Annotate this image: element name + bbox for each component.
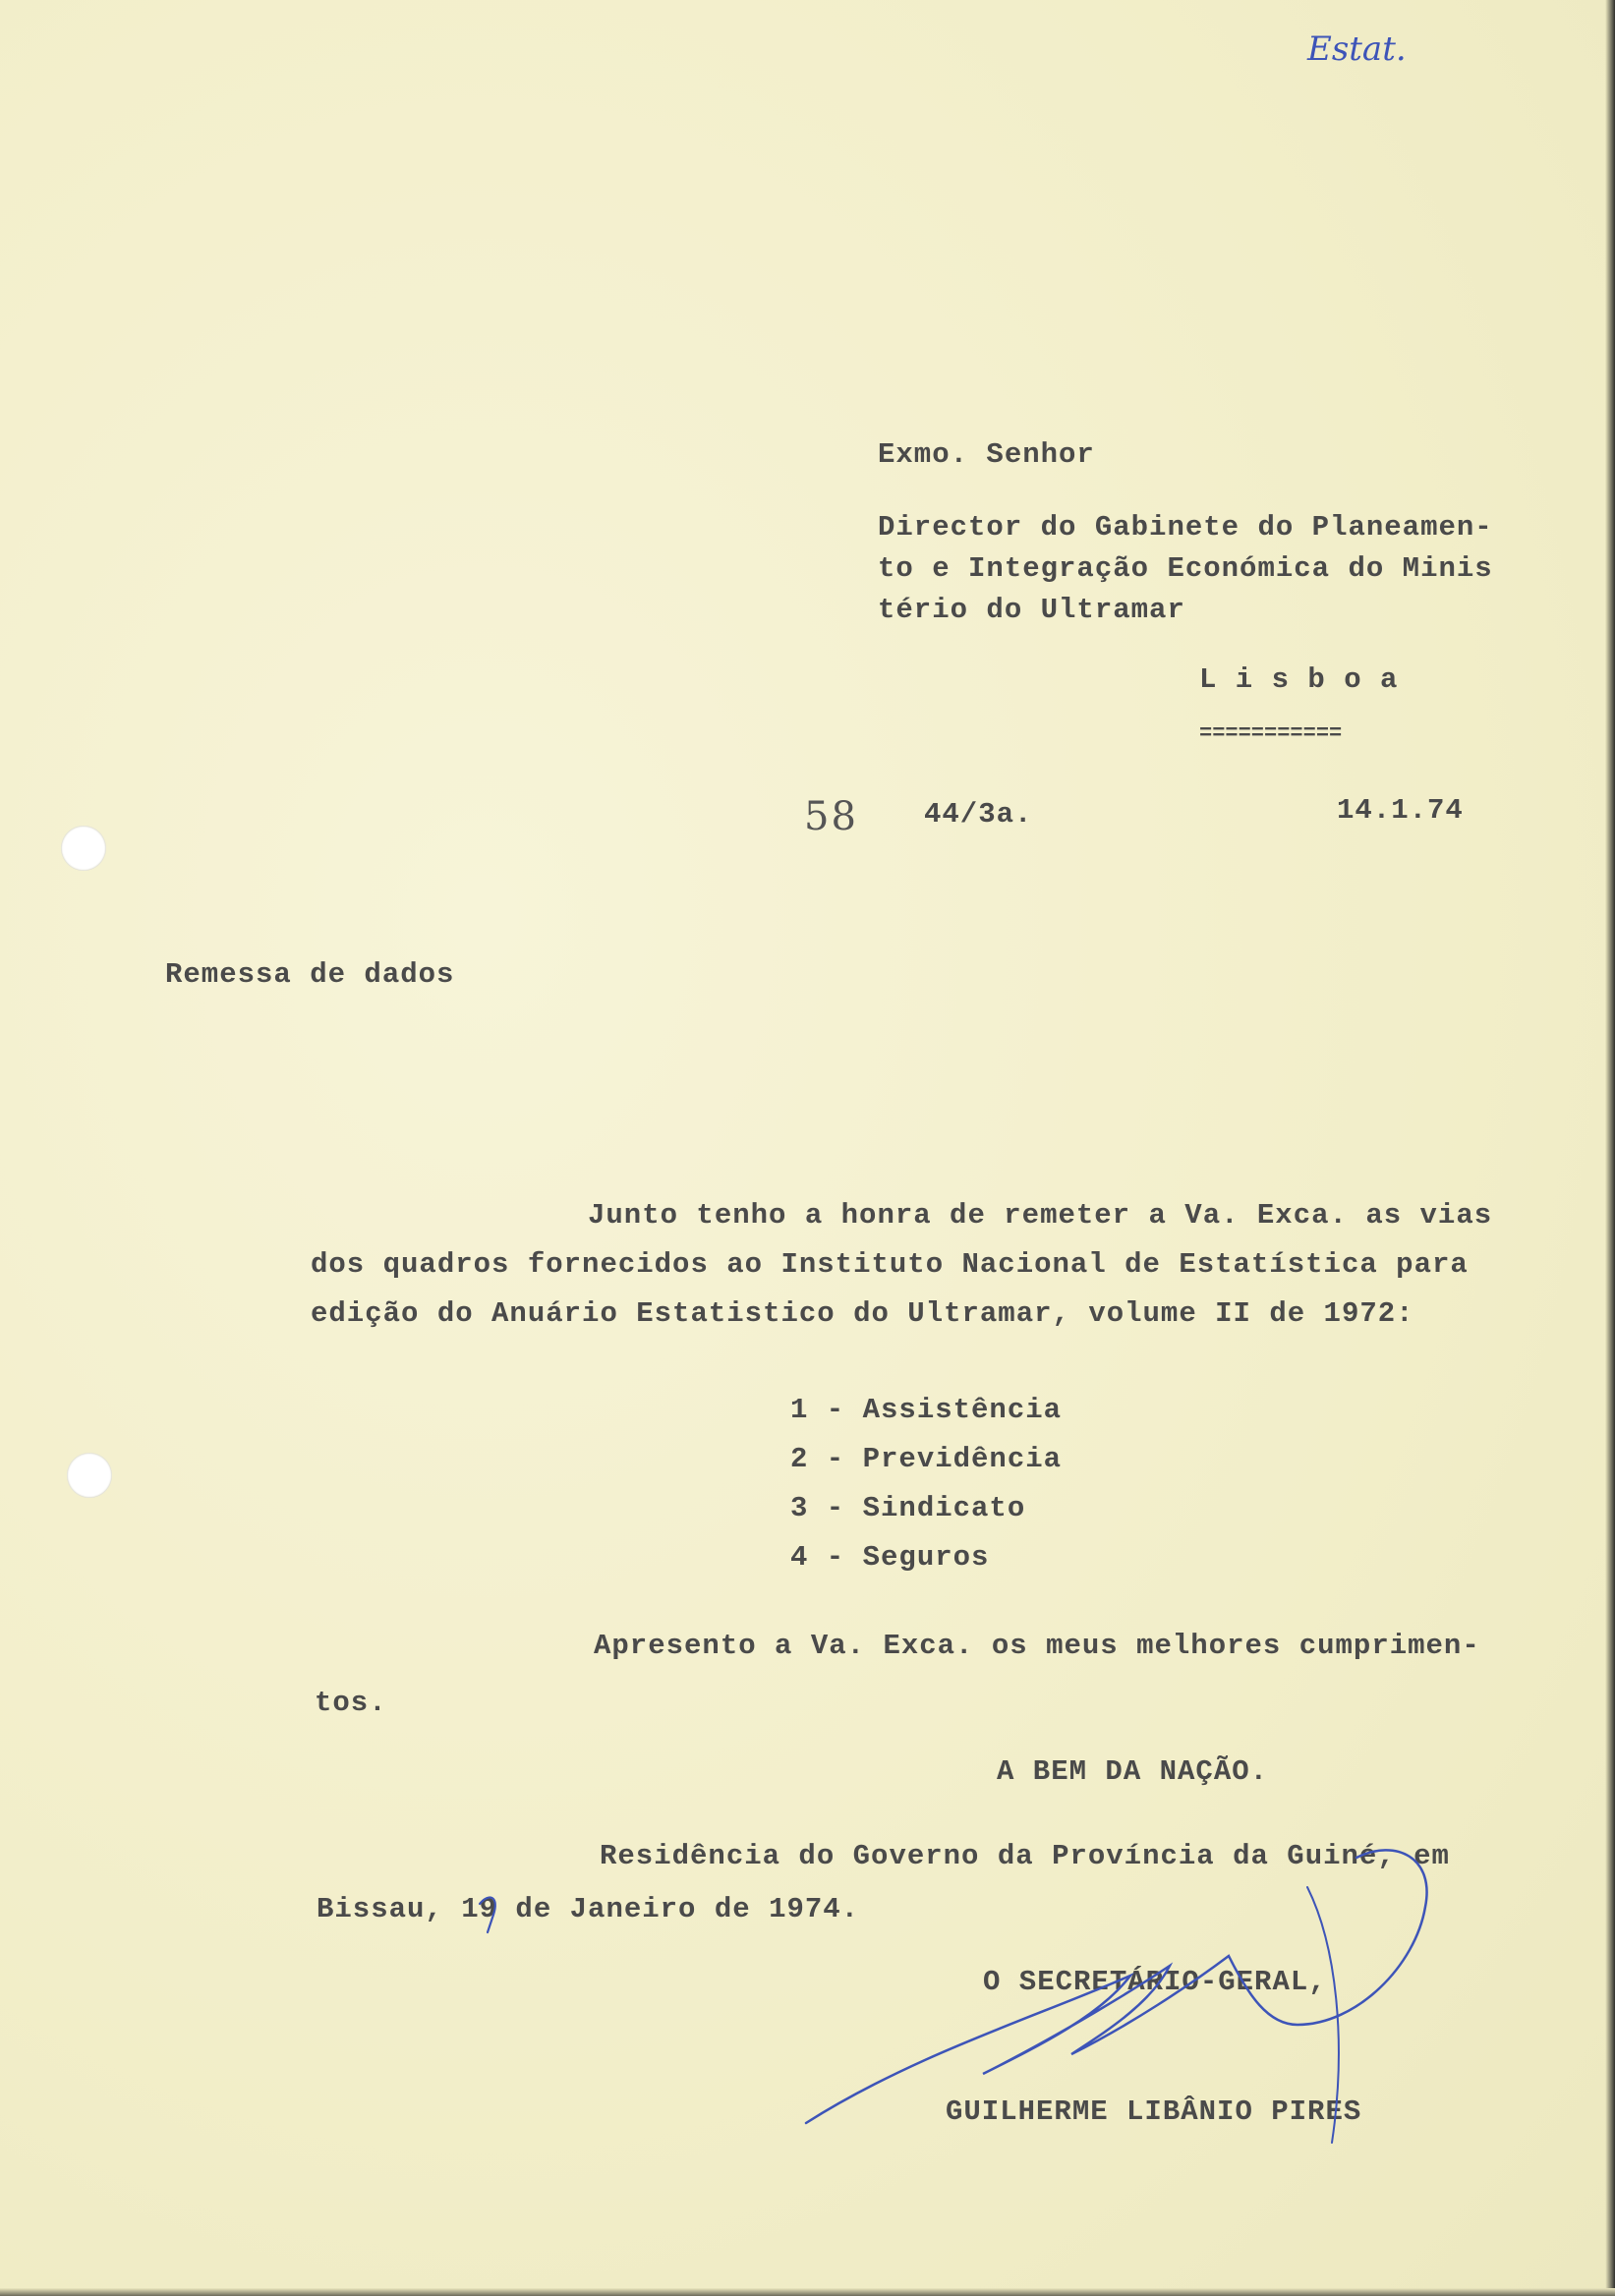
- signature-flourish-icon: [1307, 1887, 1339, 2143]
- reference-date: 14.1.74: [1337, 794, 1464, 827]
- list-item: 2 - Previdência: [790, 1443, 1063, 1475]
- body-line-2: dos quadros fornecidos ao Instituto Nacional de Estatística para: [311, 1248, 1469, 1281]
- body-line-1: Junto tenho a honra de remeter a Va. Exca. as vias: [588, 1199, 1493, 1232]
- place-line-2: Bissau, 19 de Janeiro de 1974.: [317, 1893, 860, 1925]
- signatory-name: GUILHERME LIBÂNIO PIRES: [946, 2095, 1362, 2128]
- addressee-line-3: tério do Ultramar: [878, 594, 1185, 626]
- addressee-city: L i s b o a: [1199, 663, 1399, 696]
- body-line-3: edição do Anuário Estatistico do Ultramar, volume II de 1972:: [311, 1297, 1414, 1330]
- list-item: 4 - Seguros: [790, 1541, 990, 1574]
- city-underline: ===========: [1199, 721, 1343, 746]
- handwritten-annotation: Estat.: [1307, 29, 1407, 69]
- addressee-line-1: Director do Gabinete do Planeamen-: [878, 511, 1493, 544]
- list-item: 1 - Assistência: [790, 1394, 1063, 1426]
- registry-number: 58: [804, 794, 858, 839]
- closing-line-2: tos.: [315, 1687, 387, 1719]
- reference-code: 44/3a.: [924, 798, 1033, 831]
- addressee-line-2: to e Integração Económica do Minis: [878, 552, 1493, 585]
- date-correction-stroke-icon: [480, 1897, 495, 1932]
- closing-line-1: Apresento a Va. Exca. os meus melhores cumprimen-: [594, 1630, 1480, 1662]
- salutation: Exmo. Senhor: [878, 438, 1095, 471]
- place-line-1: Residência do Governo da Província da Guiné, em: [600, 1840, 1450, 1872]
- handwritten-signature-icon: [806, 1850, 1427, 2123]
- subject-line: Remessa de dados: [165, 958, 455, 991]
- closing-motto: A BEM DA NAÇÃO.: [997, 1755, 1269, 1788]
- list-item: 3 - Sindicato: [790, 1492, 1026, 1524]
- signatory-title: O SECRETÁRIO-GERAL,: [983, 1966, 1327, 1998]
